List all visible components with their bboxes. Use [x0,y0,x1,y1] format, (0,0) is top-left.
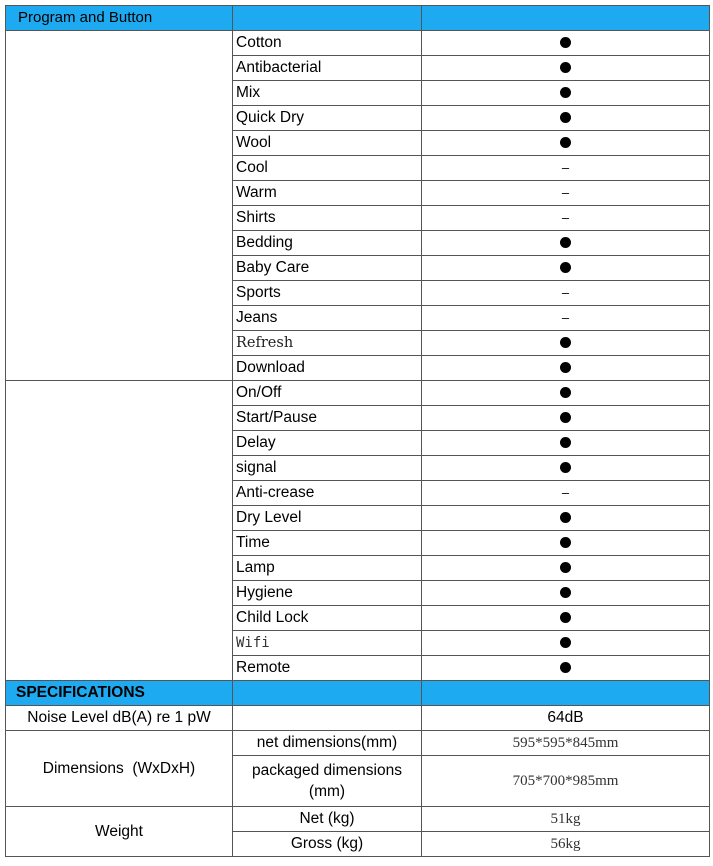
button-availability [422,606,710,631]
empty-cell [233,706,422,731]
program-name: Sports [233,281,422,306]
noise-label: Noise Level dB(A) re 1 pW [6,706,233,731]
header-cell [233,681,422,706]
program-availability [422,156,710,181]
availability-dot [560,137,571,148]
availability-dot [560,412,571,423]
availability-dash: – [561,310,570,325]
button-name: Delay [233,431,422,456]
header-row [6,6,710,31]
net-weight-row [6,807,710,832]
button-name: On/Off [233,381,422,406]
noise-row [6,706,710,731]
button-name: Time [233,531,422,556]
gross-weight-label: Gross (kg) [233,832,422,857]
program-name: Cotton [233,31,422,56]
program-availability [422,356,710,381]
button-availability [422,581,710,606]
availability-dot [560,612,571,623]
program-name: Baby Care [233,256,422,281]
program-name: Jeans [233,306,422,331]
button-name: Dry Level [233,506,422,531]
button-availability [422,406,710,431]
program-name: Mix [233,81,422,106]
button-availability [422,556,710,581]
button-availability [422,631,710,656]
button-group-cell [6,381,233,681]
net-dimensions-value: 595*595*845mm [422,731,710,756]
availability-dash: – [561,160,570,175]
availability-dot [560,237,571,248]
specifications-title: SPECIFICATIONS [6,681,233,706]
program-name: Antibacterial [233,56,422,81]
program-availability [422,81,710,106]
net-dimensions-label: net dimensions(mm) [233,731,422,756]
program-availability [422,131,710,156]
button-availability [422,656,710,681]
availability-dash: – [561,210,570,225]
availability-dot [560,112,571,123]
header-cell [233,6,422,31]
header-cell [422,6,710,31]
button-availability [422,506,710,531]
program-name: Shirts [233,206,422,231]
program-availability [422,231,710,256]
availability-dot [560,637,571,648]
button-name: Hygiene [233,581,422,606]
program-row [6,31,710,56]
program-name: Bedding [233,231,422,256]
specifications-header-row [6,681,710,706]
availability-dot [560,337,571,348]
availability-dash: – [561,285,570,300]
button-availability [422,381,710,406]
program-availability [422,256,710,281]
noise-value: 64dB [422,706,710,731]
button-name: signal [233,456,422,481]
availability-dot [560,262,571,273]
dimensions-label: Dimensions (WxDxH) [6,731,233,807]
program-name: Warm [233,181,422,206]
button-availability [422,431,710,456]
program-name: Download [233,356,422,381]
net-dimensions-row [6,731,710,756]
availability-dash: – [561,185,570,200]
weight-label: Weight [6,807,233,857]
net-weight-value: 51kg [422,807,710,832]
availability-dash: – [561,485,570,500]
button-availability [422,531,710,556]
program-availability [422,281,710,306]
availability-dot [560,87,571,98]
button-availability [422,481,710,506]
program-name: Cool [233,156,422,181]
button-name: Child Lock [233,606,422,631]
availability-dot [560,537,571,548]
button-name: Anti-crease [233,481,422,506]
button-name: Remote [233,656,422,681]
availability-dot [560,62,571,73]
program-availability [422,206,710,231]
button-row [6,381,710,406]
button-name: Start/Pause [233,406,422,431]
button-name: Wifi [233,631,422,656]
program-name: Refresh [233,331,422,356]
availability-dot [560,662,571,673]
program-availability [422,106,710,131]
program-availability [422,31,710,56]
header-cell [422,681,710,706]
packaged-dimensions-label: packaged dimensions (mm) [233,756,422,807]
header-title: Program and Button [6,6,233,31]
availability-dot [560,362,571,373]
net-weight-label: Net (kg) [233,807,422,832]
program-group-cell [6,31,233,381]
program-name: Wool [233,131,422,156]
program-availability [422,306,710,331]
program-name: Quick Dry [233,106,422,131]
availability-dot [560,462,571,473]
availability-dot [560,37,571,48]
availability-dot [560,587,571,598]
availability-dot [560,387,571,398]
availability-dot [560,437,571,448]
button-availability [422,456,710,481]
program-availability [422,331,710,356]
availability-dot [560,562,571,573]
program-availability [422,56,710,81]
availability-dot [560,512,571,523]
program-availability [422,181,710,206]
gross-weight-value: 56kg [422,832,710,857]
button-name: Lamp [233,556,422,581]
spec-table [5,5,710,857]
packaged-dimensions-value: 705*700*985mm [422,756,710,807]
